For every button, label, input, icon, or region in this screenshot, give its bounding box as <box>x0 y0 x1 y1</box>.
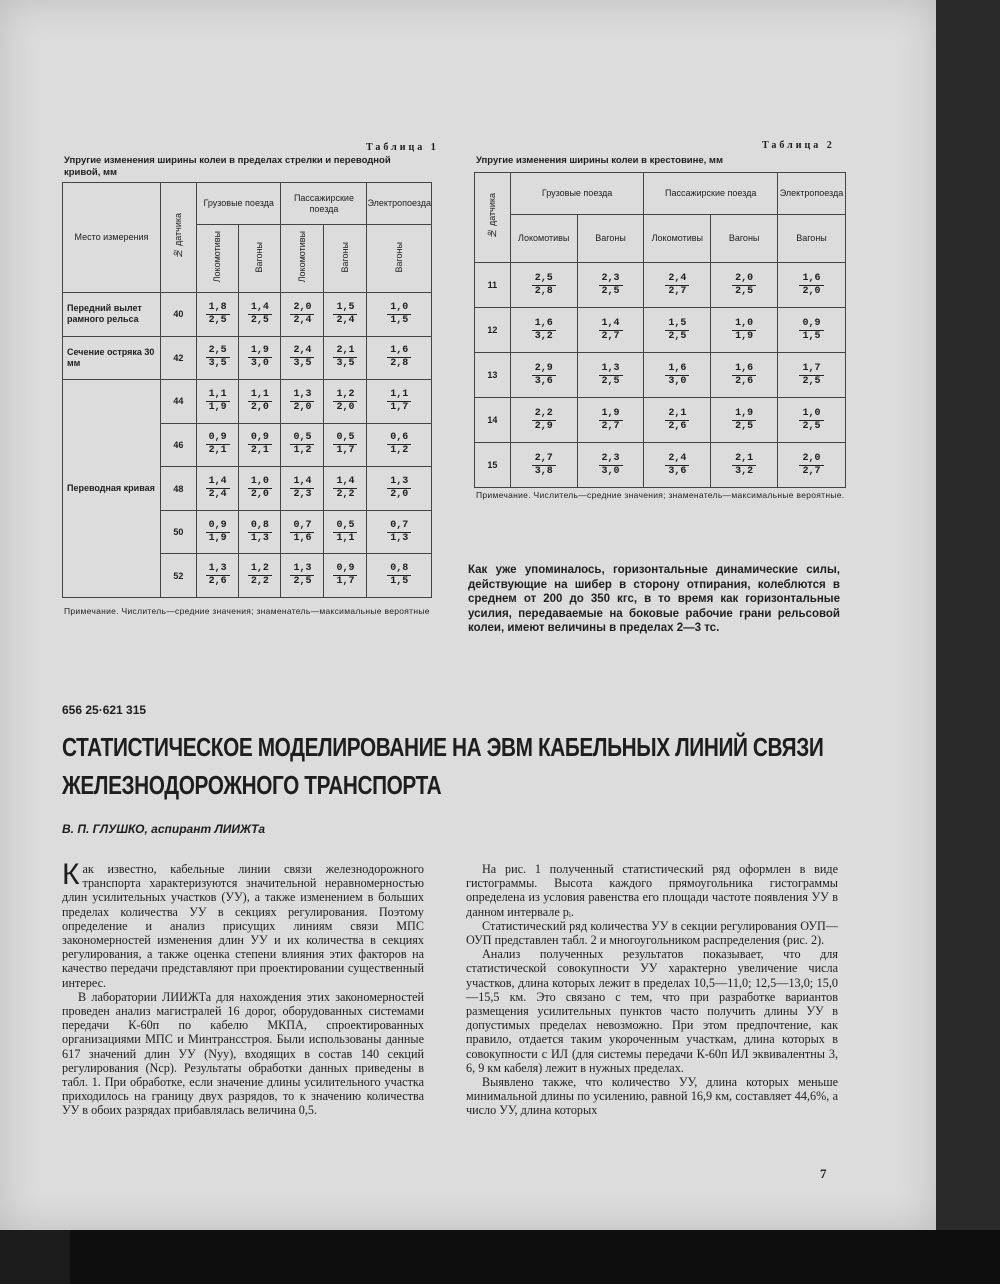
table2 <box>474 172 846 488</box>
value-cell: $\frac{1,3}{2,0}$ <box>367 467 432 511</box>
value-cell: $\frac{1,5}{2,4}$ <box>324 293 367 337</box>
value-cell: $\frac{1,4}{2,5}$ <box>239 293 281 337</box>
value-cell: $\frac{2,4}{3,5}$ <box>281 336 324 380</box>
value-cell: $\frac{1,4}{2,3}$ <box>281 467 324 511</box>
left-column <box>62 858 424 1118</box>
udc-code: 656 25·621 315 <box>62 703 147 717</box>
table1-head-wagons: Вагоны <box>324 225 367 293</box>
value-cell: $\frac{1,6}{3,2}$ <box>510 308 577 353</box>
table1-head-place: Место измерения <box>63 183 161 293</box>
value-cell: $\frac{1,4}{2,7}$ <box>577 308 644 353</box>
paragraph: Статистический ряд количества УУ в секции регулирования ОУП—ОУП представлен табл. 2 и многоугольником распределения (рис. 2). <box>466 918 838 948</box>
value-cell: $\frac{1,0}{1,5}$ <box>367 293 432 337</box>
table2-head-passenger: Пассажирские поезда <box>644 173 778 215</box>
table-row <box>475 353 846 398</box>
value-cell: $\frac{0,5}{1,1}$ <box>324 510 367 554</box>
value-cell: $\frac{1,3}{2,6}$ <box>196 554 238 598</box>
value-cell: $\frac{1,0}{2,0}$ <box>239 467 281 511</box>
table-row <box>475 308 846 353</box>
value-cell: $\frac{0,5}{1,7}$ <box>324 423 367 467</box>
sensor-number: 14 <box>475 398 511 443</box>
table-row <box>475 263 846 308</box>
table2-head-loco: Локомотивы <box>644 215 711 263</box>
value-cell: $\frac{1,7}{2,5}$ <box>777 353 845 398</box>
value-cell: $\frac{1,3}{2,5}$ <box>577 353 644 398</box>
value-cell: $\frac{0,9}{1,9}$ <box>196 510 238 554</box>
article-title: СТАТИСТИЧЕСКОЕ МОДЕЛИРОВАНИЕ НА ЭВМ КАБЕЛЬНЫХ ЛИНИЙ СВЯЗИ ЖЕЛЕЗНОДОРОЖНОГО ТРАНСПОРТА <box>62 732 824 800</box>
table1-caption: Таблица 1 <box>366 142 439 153</box>
value-cell: $\frac{2,1}{2,6}$ <box>644 398 711 443</box>
value-cell: $\frac{1,1}{2,0}$ <box>239 380 281 424</box>
table-row <box>475 443 846 488</box>
value-cell: $\frac{2,0}{2,7}$ <box>777 443 845 488</box>
value-cell: $\frac{1,1}{1,9}$ <box>196 380 238 424</box>
table2-note: Примечание. Числитель—средние значения; знаменатель—максимальные вероятные. <box>476 490 845 500</box>
sensor-number: 44 <box>160 380 196 424</box>
table1-title: Упругие изменения ширины колеи в пределах стрелки и переводной кривой, мм <box>64 155 391 178</box>
table1-head-passenger: Пассажирские поезда <box>281 183 367 225</box>
sensor-number: 11 <box>475 263 511 308</box>
value-cell: $\frac{2,3}{3,0}$ <box>577 443 644 488</box>
value-cell: $\frac{1,9}{2,7}$ <box>577 398 644 443</box>
value-cell: $\frac{1,3}{2,0}$ <box>281 380 324 424</box>
scan-shadow <box>70 1230 1000 1284</box>
value-cell: $\frac{1,6}{3,0}$ <box>644 353 711 398</box>
paragraph: В лаборатории ЛИИЖТа для нахождения этих закономерностей проведен анализ магистралей 16 дорог, оборудованных системами передачи К-60п по кабелю МКПА, спроектированных организациями МПС и Минтрансстроя. Были использованы данные 617 значений длин УУ (Nуу), входящих в состав 140 секций регулирования (Nср). Результаты обработки данных приведены в табл. 1. При обработке, если значение длины усилительного участка приходилось на границу двух разрядов, то к значению количества УУ в обоих разрядах прибавлялась величина 0,5. <box>62 989 424 1118</box>
article-author: В. П. ГЛУШКО, аспирант ЛИИЖТа <box>62 822 266 836</box>
table1-place: Переводная кривая <box>63 380 161 598</box>
value-cell: $\frac{2,5}{2,8}$ <box>510 263 577 308</box>
table1-place: Передний вылет рамного рельса <box>63 293 161 337</box>
value-cell: $\frac{2,0}{2,4}$ <box>281 293 324 337</box>
paragraph: На рис. 1 полученный статистический ряд оформлен в виде гистограммы. Высота каждого прямоугольника гистограммы определена из условия равенства его площади частоте появления УУ в данном интервале pᵢ. <box>466 862 838 919</box>
table-row <box>475 398 846 443</box>
sensor-number: 46 <box>160 423 196 467</box>
value-cell: $\frac{2,1}{3,2}$ <box>711 443 778 488</box>
table2-head-wagons: Вагоны <box>711 215 778 263</box>
table-row <box>63 293 432 337</box>
table1-head-freight: Грузовые поезда <box>196 183 281 225</box>
table1-head-sensor: № датчика <box>160 183 196 293</box>
value-cell: $\frac{1,5}{2,5}$ <box>644 308 711 353</box>
value-cell: $\frac{2,4}{3,6}$ <box>644 443 711 488</box>
value-cell: $\frac{2,9}{3,6}$ <box>510 353 577 398</box>
table-row <box>63 380 432 424</box>
value-cell: $\frac{1,0}{2,5}$ <box>777 398 845 443</box>
value-cell: $\frac{2,7}{3,8}$ <box>510 443 577 488</box>
sensor-number: 42 <box>160 336 196 380</box>
paragraph: Анализ полученных результатов показывает, что для статистической совокупности УУ характерно увеличение числа участков, длина которых лежит в пределах 10,5—11,0; 12,5—13,0; 15,0—15,5 км. Это связано с тем, что при разработке вариантов размещения усилительных пунктов часто получить длины УУ в допустимых пределах невозможно. При этом предпочтение, как правило, отдается таким укороченным участкам, длина которых в совокупности с ИЛ (для системы передачи К-60п ИЛ эквивалентны 3, 6, 9 км кабеля) лежит в нужных пределах. <box>466 947 838 1075</box>
table1-head-wagons: Вагоны <box>239 225 281 293</box>
value-cell: $\frac{1,8}{2,5}$ <box>196 293 238 337</box>
table1-head-electric: Электропоезда <box>367 183 432 225</box>
value-cell: $\frac{1,2}{2,2}$ <box>239 554 281 598</box>
table1-head-wagons: Вагоны <box>367 225 432 293</box>
table2-head-wagons: Вагоны <box>577 215 644 263</box>
scan-edge <box>936 0 1000 1230</box>
value-cell: $\frac{0,9}{1,7}$ <box>324 554 367 598</box>
value-cell: $\frac{1,6}{2,0}$ <box>777 263 845 308</box>
table1-note: Примечание. Числитель—средние значения; знаменатель—максимальные вероятные <box>64 606 430 616</box>
sensor-number: 48 <box>160 467 196 511</box>
sensor-number: 13 <box>475 353 511 398</box>
value-cell: $\frac{0,7}{1,3}$ <box>367 510 432 554</box>
value-cell: $\frac{1,4}{2,4}$ <box>196 467 238 511</box>
value-cell: $\frac{2,0}{2,5}$ <box>711 263 778 308</box>
value-cell: $\frac{1,9}{2,5}$ <box>711 398 778 443</box>
table2-caption: Таблица 2 <box>762 140 835 151</box>
table1-head-loco: Локомотивы <box>281 225 324 293</box>
sensor-number: 52 <box>160 554 196 598</box>
value-cell: $\frac{0,8}{1,3}$ <box>239 510 281 554</box>
table-row <box>63 336 432 380</box>
value-cell: $\frac{0,9}{2,1}$ <box>196 423 238 467</box>
value-cell: $\frac{1,4}{2,2}$ <box>324 467 367 511</box>
value-cell: $\frac{1,0}{1,9}$ <box>711 308 778 353</box>
intro-paragraph: Как уже упоминалось, горизонтальные динамические силы, действующие на шибер в сторону отпирания, колеблются в среднем от 200 до 350 кгс, в то время как горизонтальные усилия, передаваемые на боковые рабочие грани рельсовой колеи, имеют величины в пределах 2—3 тс. <box>468 564 840 635</box>
value-cell: $\frac{2,5}{3,5}$ <box>196 336 238 380</box>
table2-head-freight: Грузовые поезда <box>510 173 644 215</box>
value-cell: $\frac{1,6}{2,8}$ <box>367 336 432 380</box>
value-cell: $\frac{0,9}{2,1}$ <box>239 423 281 467</box>
sensor-number: 12 <box>475 308 511 353</box>
value-cell: $\frac{1,6}{2,6}$ <box>711 353 778 398</box>
value-cell: $\frac{2,2}{2,9}$ <box>510 398 577 443</box>
table1-place: Сечение остряка 30 мм <box>63 336 161 380</box>
value-cell: $\frac{1,1}{1,7}$ <box>367 380 432 424</box>
value-cell: $\frac{1,9}{3,0}$ <box>239 336 281 380</box>
sensor-number: 40 <box>160 293 196 337</box>
value-cell: $\frac{2,1}{3,5}$ <box>324 336 367 380</box>
table2-title: Упругие изменения ширины колеи в крестовине, мм <box>476 155 723 166</box>
value-cell: $\frac{1,2}{2,0}$ <box>324 380 367 424</box>
table2-head-electric: Электропоезда <box>777 173 845 215</box>
right-column <box>466 862 838 1118</box>
value-cell: $\frac{1,3}{2,5}$ <box>281 554 324 598</box>
paragraph: Как известно, кабельные линии связи железнодорожного транспорта характеризуются значительной неравномерностью длин усилительных участков (УУ), а также изменением в больших пределах количества УУ в секциях регулирования. Поэтому определение и анализ присущих линиям связи МПС закономерностей изменения длин УУ и их количества в секциях регулирования, а также оценка степени влияния этих факторов на качество передачи представляют при проектировании существенный интерес. <box>62 858 424 990</box>
value-cell: $\frac{0,9}{1,5}$ <box>777 308 845 353</box>
value-cell: $\frac{2,4}{2,7}$ <box>644 263 711 308</box>
sensor-number: 15 <box>475 443 511 488</box>
table1 <box>62 182 432 598</box>
paragraph: Выявлено также, что количество УУ, длина которых меньше минимальной длины по усилению, равной 16,9 км, составляет 44,6%, а число УУ, длина которых <box>466 1075 838 1118</box>
value-cell: $\frac{2,3}{2,5}$ <box>577 263 644 308</box>
value-cell: $\frac{0,8}{1,5}$ <box>367 554 432 598</box>
table2-head-wagons: Вагоны <box>777 215 845 263</box>
sensor-number: 50 <box>160 510 196 554</box>
value-cell: $\frac{0,5}{1,2}$ <box>281 423 324 467</box>
page-number: 7 <box>820 1166 827 1181</box>
value-cell: $\frac{0,7}{1,6}$ <box>281 510 324 554</box>
drop-cap: К <box>62 858 80 891</box>
table2-head-loco: Локомотивы <box>510 215 577 263</box>
table1-head-loco: Локомотивы <box>196 225 238 293</box>
value-cell: $\frac{0,6}{1,2}$ <box>367 423 432 467</box>
table2-head-sensor: № датчика <box>475 173 511 263</box>
